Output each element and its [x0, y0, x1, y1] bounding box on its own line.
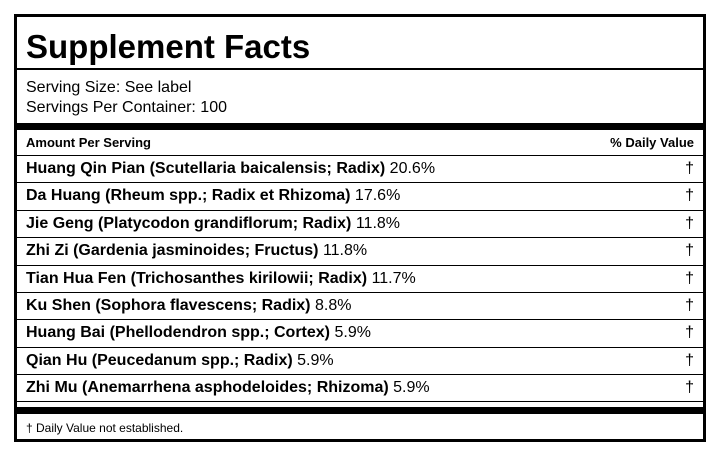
table-row	[17, 237, 703, 264]
ingredient-daily-value: †	[685, 296, 694, 314]
daily-value-header: % Daily Value	[610, 135, 694, 150]
ingredient-amount: 5.9%	[297, 351, 334, 369]
table-row	[17, 182, 703, 209]
table-row	[17, 210, 703, 237]
table-row	[17, 374, 703, 401]
ingredient-name: Ku Shen (Sophora flavescens; Radix) 8.8%	[26, 296, 352, 314]
ingredient-daily-value: †	[685, 269, 694, 287]
ingredient-amount: 11.8%	[322, 242, 368, 260]
ingredient-name: Zhi Mu (Anemarrhena asphodeloides; Rhizoma) 5.9%	[26, 379, 430, 397]
ingredient-name: Qian Hu (Peucedanum spp.; Radix) 5.9%	[26, 351, 334, 369]
title-divider	[17, 68, 703, 70]
ingredient-daily-value: †	[685, 351, 694, 369]
table-row	[17, 319, 703, 346]
ingredient-amount: 5.9%	[393, 379, 430, 397]
ingredient-list	[17, 155, 703, 402]
ingredient-amount: 20.6%	[389, 160, 436, 177]
amount-header-row	[17, 131, 703, 153]
ingredient-amount: 11.8%	[355, 214, 401, 232]
amount-per-serving-label: Amount Per Serving	[26, 135, 151, 150]
serving-size: Serving Size: See label	[26, 79, 192, 96]
thick-divider-top	[17, 123, 703, 130]
ingredient-name: Huang Qin Pian (Scutellaria baicalensis; Radix) 20.6%	[26, 160, 436, 177]
ingredient-amount: 17.6%	[354, 187, 401, 205]
ingredient-name: Tian Hua Fen (Trichosanthes kirilowii; Radix) 11.7%	[26, 269, 416, 287]
ingredient-daily-value: †	[685, 214, 694, 232]
label-title: Supplement Facts	[26, 28, 311, 65]
footnote: † Daily Value not established.	[26, 421, 184, 435]
servings-per-container: Servings Per Container: 100	[26, 99, 227, 116]
ingredient-amount: 11.7%	[371, 269, 416, 287]
ingredient-daily-value: †	[685, 187, 694, 205]
ingredient-daily-value: †	[685, 379, 694, 397]
thick-divider-bottom	[17, 407, 703, 414]
serving-info	[26, 78, 227, 118]
ingredient-name: Huang Bai (Phellodendron spp.; Cortex) 5.9%	[26, 324, 371, 342]
ingredient-daily-value: †	[685, 242, 694, 260]
table-row	[17, 292, 703, 319]
ingredient-daily-value: †	[685, 160, 694, 177]
table-row	[17, 265, 703, 292]
ingredient-name: Da Huang (Rheum spp.; Radix et Rhizoma) 17.6%	[26, 187, 401, 205]
supplement-facts-panel	[14, 14, 706, 442]
table-row	[17, 347, 703, 374]
ingredient-name: Jie Geng (Platycodon grandiflorum; Radix) 11.8%	[26, 214, 401, 232]
table-row	[17, 155, 703, 182]
ingredient-amount: 5.9%	[334, 324, 371, 342]
ingredient-amount: 8.8%	[314, 296, 352, 314]
ingredient-daily-value: †	[685, 324, 694, 342]
ingredient-name: Zhi Zi (Gardenia jasminoides; Fructus) 11.8%	[26, 242, 368, 260]
